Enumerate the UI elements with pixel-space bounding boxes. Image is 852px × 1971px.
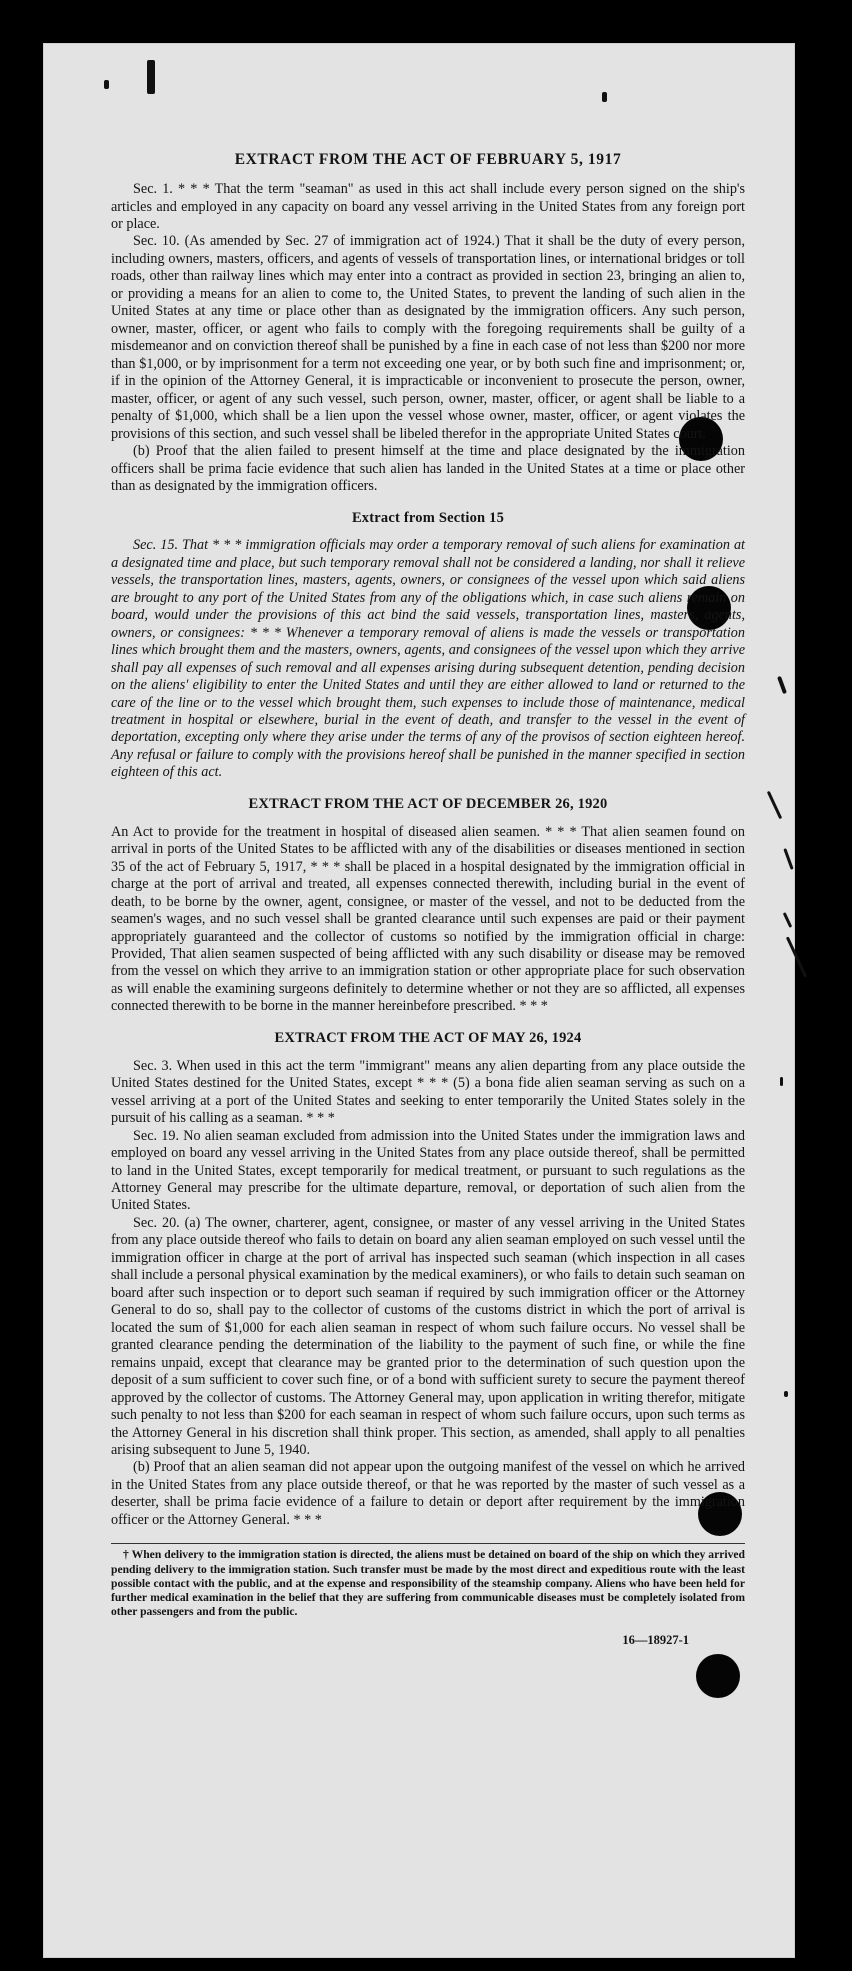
scan-mark bbox=[784, 1391, 788, 1397]
document-number: 16—18927-1 bbox=[622, 1633, 689, 1648]
section-heading-act-1920: EXTRACT FROM THE ACT OF DECEMBER 26, 1920 bbox=[248, 795, 608, 812]
document-body bbox=[111, 150, 745, 1648]
paragraph: Sec. 20. (a) The owner, charterer, agent, consignee, or master of any vessel arriving in the United States from any place outside thereof who fails to detain on board any alien seaman employed on such vessel until the immigration officer in charge at the port of arrival has inspected such seaman (which inspection in all cases shall include a personal physical examination by the medical examiners), or who fails to detain such seaman on board after such inspection or to deport such seaman if required by such immigration officer or the Attorney General to do so, shall pay to the collector of customs of the customs district in which the port of arrival is located the sum of $1,000 for each alien seaman in respect of whom such failure occurs. No vessel shall be granted clearance pending the determination of the liability to the payment of such fine, or while the fine remains unpaid, except that clearance may be granted prior to the determination of such question upon the deposit of a sum sufficient to cover such fine, or of a bond with sufficient surety to secure the payment thereof approved by the collector of customs. The Attorney General may, upon application in writing therefor, mitigate such penalty to not less than $200 for each seaman in respect of whom such failure occurs, upon such terms as the Attorney General in his discretion shall think proper. This section, as amended, shall apply to all penalties arising subsequent to June 5, 1940. bbox=[111, 1214, 745, 1459]
scan-mark bbox=[104, 80, 109, 89]
section-heading-section-15: Extract from Section 15 bbox=[351, 509, 505, 526]
paragraph: (b) Proof that the alien failed to present himself at the time and place designated by the immigration officers shall be prima facie evidence that such alien has landed in the United States at a time or place other than as designated by the immigration officers. bbox=[111, 443, 745, 495]
paragraph: Sec. 10. (As amended by Sec. 27 of immigration act of 1924.) That it shall be the duty of every person, including owners, masters, officers, and agents of vessels of transportation lines, or international bridges or toll roads, other than railway lines which may enter into a contract as provided in section 23, bringing an alien to, or providing a means for an alien to come to, the United States, to prevent the landing of such alien in the United States at any time or place other than as designated by the immigration officers. Any such person, owner, master, officer, or agent who fails to comply with the foregoing requirements shall be guilty of a misdemeanor and on conviction thereof shall be punished by a fine in each case of not less than $200 nor more than $1,000, or by imprisonment for a term not exceeding one year, or by both such fine and imprisonment; or, if in the opinion of the Attorney General, it is impracticable or inconvenient to prosecute the person, owner, master, officer, or agent of any such vessel, such person, owner, master, officer, or agent shall be liable to a penalty of $1,000, which shall be a lien upon the vessel whose owner, master, officer, or agent violates the provisions of this section, and such vessel shall be libeled therefor in the appropriate United States court. bbox=[111, 233, 745, 442]
paragraph: Sec. 15. That * * * immigration officials may order a temporary removal of such aliens for examination at a designated time and place, but such temporary removal shall not be considered a landing, nor shall it relieve vessels, the transportation lines, masters, agents, owners, or consignees of the vessel upon which said aliens are brought to any port of the United States from any of the obligations which, in case such aliens remain on board, would under the provisions of this act bind the said vessels, transportation lines, masters, agents, owners, or consignees: * * * Whenever a temporary removal of aliens is made the vessels or transportation lines which brought them and the masters, owners, agents, and consignees of the vessel upon which they arrive shall pay all expenses of such removal and all expenses arising during subsequent detention, pending decision on the aliens' eligibility to enter the United States and until they are either allowed to land or returned to the care of the line or to the vessel which brought them, such expenses to include those of maintenance, medical treatment in hospital or elsewhere, burial in the event of death, and transfer to the vessel in the event of deportation, excepting only where they arise under the terms of any of the provisos of section eighteen hereof. Any refusal or failure to comply with the provisions hereof shall be punished in the manner specified in section eighteen of this act. bbox=[111, 537, 745, 781]
paragraph: (b) Proof that an alien seaman did not appear upon the outgoing manifest of the vessel on which he arrived in the United States from any place outside thereof, or that he was reported by the master of such vessel as a deserter, shall be prima facie evidence of a failure to detain or deport after requirement by the immigration officer or the Attorney General. * * * bbox=[111, 1459, 745, 1528]
scan-mark bbox=[602, 92, 607, 102]
paragraph: Sec. 19. No alien seaman excluded from admission into the United States under the immigration laws and employed on board any vessel arriving in the United States from any place outside thereof, shall be permitted to land in the United States, except temporarily for medical treatment, or pursuant to such regulations as the Attorney General may prescribe for the ultimate departure, removal, or deportation of such alien from the United States. bbox=[111, 1127, 745, 1214]
section-heading-act-1917: EXTRACT FROM THE ACT OF FEBRUARY 5, 1917 bbox=[234, 151, 622, 168]
paragraph: An Act to provide for the treatment in hospital of diseased alien seamen. * * * That alien seamen found on arrival in ports of the United States to be afflicted with any of the disabilities or diseases mentioned in section 35 of the act of February 5, 1917, * * * shall be placed in a hospital designated by the immigration official in charge at the port of arrival and treated, all expenses connected therewith, including burial in the event of death, to be borne by the owner, agent, consignee, or master of the vessel, and not to be deducted from the seamen's wages, and no such vessel shall be granted clearance until such expenses are paid or their payment appropriately guaranteed and the collector of customs so notified by the immigration official in charge: Provided, That alien seamen suspected of being afflicted with any such disability or disease may be removed from the vessel on which they arrive to an immigration station or other appropriate place for such observation as will enable the examining surgeons definitely to determine whether or not they are so afflicted, all expenses connected therewith to be borne in the manner hereinbefore prescribed. * * * bbox=[111, 823, 745, 1015]
section-heading-act-1924: EXTRACT FROM THE ACT OF MAY 26, 1924 bbox=[274, 1029, 582, 1046]
footnote: † When delivery to the immigration station is directed, the aliens must be detained on board of the ship on which they arrived pending delivery to the immigration station. Such transfer must be made by the most direct and expeditious route with the least possible contact with the public, and at the expense and responsibility of the steamship company. Aliens who have been held for further medical examination in the belief that they are suffering from communicable diseases must be completely isolated from other passengers and from the public. bbox=[111, 1548, 745, 1618]
scan-mark bbox=[147, 60, 155, 94]
paragraph: Sec. 1. * * * That the term "seaman" as used in this act shall include every person signed on the ship's articles and employed in any capacity on board any vessel arriving in the United States from any foreign port or place. bbox=[111, 181, 745, 232]
paragraph: Sec. 3. When used in this act the term "immigrant" means any alien departing from any place outside the United States destined for the United States, except * * * (5) a bona fide alien seaman serving as such on a vessel arriving at a port of the United States and seeking to enter temporarily the United States solely in the pursuit of his calling as a seaman. * * * bbox=[111, 1057, 745, 1127]
punch-hole bbox=[696, 1654, 740, 1698]
scan-mark bbox=[780, 1077, 783, 1086]
divider bbox=[111, 1543, 745, 1544]
